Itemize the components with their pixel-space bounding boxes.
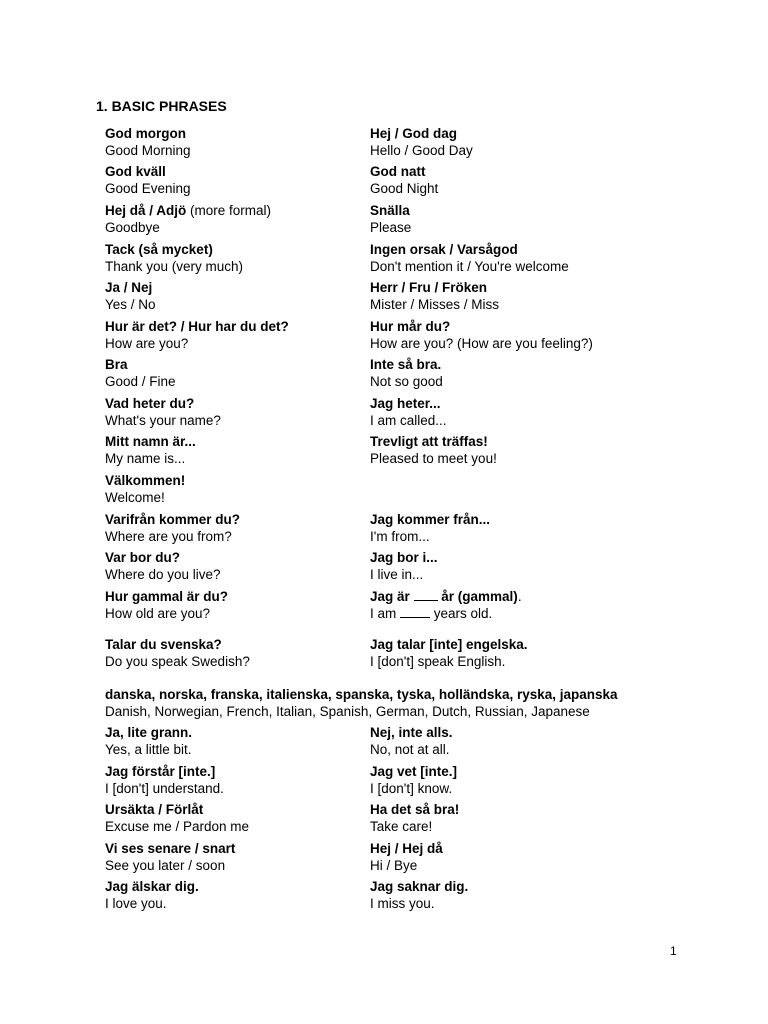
phrase-pair — [105, 511, 240, 545]
swedish-phrase: Nej, inte alls. — [370, 725, 453, 740]
english-translation: Please — [370, 220, 412, 235]
english-translation: Do you speak Swedish? — [105, 654, 250, 669]
fill-in-blank — [400, 605, 430, 618]
phrase-pair — [370, 840, 443, 874]
phrase-pair — [370, 125, 473, 159]
phrase-pair — [105, 588, 228, 622]
swedish-phrase: Jag kommer från... — [370, 512, 491, 527]
english-translation: Not so good — [370, 374, 443, 389]
phrase-pair — [105, 801, 249, 835]
phrase-pair — [370, 163, 438, 197]
phrase-pair — [370, 636, 528, 670]
page-number: 1 — [670, 944, 677, 958]
english-translation: I am called... — [370, 413, 447, 428]
swedish-phrase: Jag förstår [inte.] — [105, 764, 216, 779]
english-translation: Hello / Good Day — [370, 143, 473, 158]
phrase-pair — [105, 549, 221, 583]
english-translation: How are you? (How are you feeling?) — [370, 336, 593, 351]
phrase-pair — [370, 241, 569, 275]
english-translation: Good Night — [370, 181, 439, 196]
english-translation: Yes, a little bit. — [105, 742, 192, 757]
english-languages: Danish, Norwegian, French, Italian, Spanish, German, Dutch, Russian, Japanese — [105, 704, 590, 719]
swedish-phrase: Tack (så mycket) — [105, 242, 213, 257]
english-translation: No, not at all. — [370, 742, 450, 757]
swedish-phrase: Ja, lite grann. — [105, 725, 193, 740]
english-translation: I miss you. — [370, 896, 435, 911]
swedish-phrase — [370, 588, 522, 605]
swedish-phrase: Hur gammal är du? — [105, 589, 229, 604]
swedish-phrase: Jag älskar dig. — [105, 879, 199, 894]
english-translation: I [don't] understand. — [105, 781, 224, 796]
swedish-phrase: Jag talar [inte] engelska. — [370, 637, 528, 652]
english-translation: Welcome! — [105, 490, 165, 505]
english-translation: Mister / Misses / Miss — [370, 297, 500, 312]
english-translation: Where are you from? — [105, 529, 232, 544]
swedish-languages: danska, norska, franska, italienska, spanska, tyska, holländska, ryska, japanska — [105, 687, 618, 702]
swedish-phrase: God natt — [370, 164, 426, 179]
swedish-phrase — [105, 202, 271, 219]
languages-list — [105, 686, 618, 720]
phrase-pair — [105, 318, 289, 352]
phrase-part: Jag är — [370, 589, 414, 604]
swedish-phrase: Bra — [105, 357, 128, 372]
swedish-phrase: Jag bor i... — [370, 550, 438, 565]
phrase-pair — [370, 549, 438, 583]
english-translation: Don't mention it / You're welcome — [370, 259, 569, 274]
swedish-phrase: Ja / Nej — [105, 280, 153, 295]
english-translation: What's your name? — [105, 413, 221, 428]
english-translation: I live in... — [370, 567, 424, 582]
phrase-pair — [370, 763, 457, 797]
section-heading: 1. BASIC PHRASES — [96, 98, 227, 114]
swedish-phrase: Inte så bra. — [370, 357, 442, 372]
phrase-part: years old. — [430, 606, 493, 621]
phrase-pair — [105, 163, 191, 197]
phrase-pair — [370, 395, 447, 429]
phrase-pair — [370, 279, 499, 313]
swedish-phrase: Ha det så bra! — [370, 802, 460, 817]
swedish-phrase: Trevligt att träffas! — [370, 434, 488, 449]
phrase-pair — [370, 202, 411, 236]
phrase-pair — [370, 511, 490, 545]
swedish-phrase: Hur är det? / Hur har du det? — [105, 319, 289, 334]
phrase-part: I am — [370, 606, 401, 621]
english-translation: Excuse me / Pardon me — [105, 819, 250, 834]
english-translation: I [don't] know. — [370, 781, 453, 796]
phrase-pair — [370, 433, 497, 467]
swedish-phrase-text: Hej då / Adjö — [105, 203, 187, 218]
english-translation: Yes / No — [105, 297, 156, 312]
english-translation: Take care! — [370, 819, 433, 834]
english-translation: I love you. — [105, 896, 167, 911]
phrase-part: . — [517, 589, 522, 604]
english-translation: See you later / soon — [105, 858, 226, 873]
phrase-pair — [105, 763, 224, 797]
swedish-phrase: Ursäkta / Förlåt — [105, 802, 204, 817]
phrase-pair — [105, 636, 250, 670]
phrase-pair — [105, 395, 221, 429]
english-translation: Good Evening — [105, 181, 191, 196]
swedish-phrase: Välkommen! — [105, 473, 186, 488]
phrase-pair — [105, 878, 199, 912]
english-translation — [370, 605, 522, 622]
swedish-phrase: Ingen orsak / Varsågod — [370, 242, 518, 257]
phrase-pair — [105, 202, 271, 236]
phrase-pair — [105, 241, 243, 275]
english-translation: Good / Fine — [105, 374, 176, 389]
phrase-note: (more formal) — [186, 203, 272, 218]
swedish-phrase: Herr / Fru / Fröken — [370, 280, 488, 295]
swedish-phrase: Snälla — [370, 203, 410, 218]
english-translation: I [don't] speak English. — [370, 654, 506, 669]
english-translation: Pleased to meet you! — [370, 451, 497, 466]
phrase-pair — [370, 801, 459, 835]
swedish-phrase: Vad heter du? — [105, 396, 195, 411]
phrase-pair — [370, 318, 593, 352]
english-translation: Good Morning — [105, 143, 191, 158]
phrase-pair — [370, 878, 468, 912]
phrase-pair — [105, 356, 176, 390]
phrase-pair — [370, 588, 522, 622]
english-translation: How are you? — [105, 336, 189, 351]
english-translation: I'm from... — [370, 529, 430, 544]
swedish-phrase: God morgon — [105, 126, 186, 141]
fill-in-blank — [414, 588, 438, 601]
phrase-pair — [105, 125, 191, 159]
swedish-phrase: Hej / God dag — [370, 126, 458, 141]
swedish-phrase: God kväll — [105, 164, 166, 179]
swedish-phrase: Mitt namn är... — [105, 434, 196, 449]
phrase-part: år (gammal) — [437, 589, 518, 604]
english-translation: Where do you live? — [105, 567, 221, 582]
english-translation: Thank you (very much) — [105, 259, 244, 274]
phrase-pair — [105, 724, 192, 758]
phrase-pair — [370, 724, 453, 758]
english-translation: Goodbye — [105, 220, 160, 235]
phrase-pair — [105, 840, 235, 874]
phrase-pair — [105, 433, 196, 467]
swedish-phrase: Vi ses senare / snart — [105, 841, 236, 856]
swedish-phrase: Hej / Hej då — [370, 841, 443, 856]
swedish-phrase: Talar du svenska? — [105, 637, 222, 652]
swedish-phrase: Jag heter... — [370, 396, 441, 411]
swedish-phrase: Jag vet [inte.] — [370, 764, 458, 779]
swedish-phrase: Hur mår du? — [370, 319, 451, 334]
phrase-pair — [370, 356, 443, 390]
english-translation: My name is... — [105, 451, 186, 466]
swedish-phrase: Jag saknar dig. — [370, 879, 469, 894]
phrase-pair — [105, 279, 156, 313]
phrase-pair — [105, 472, 185, 506]
swedish-phrase: Var bor du? — [105, 550, 181, 565]
english-translation: Hi / Bye — [370, 858, 418, 873]
english-translation: How old are you? — [105, 606, 211, 621]
swedish-phrase: Varifrån kommer du? — [105, 512, 241, 527]
